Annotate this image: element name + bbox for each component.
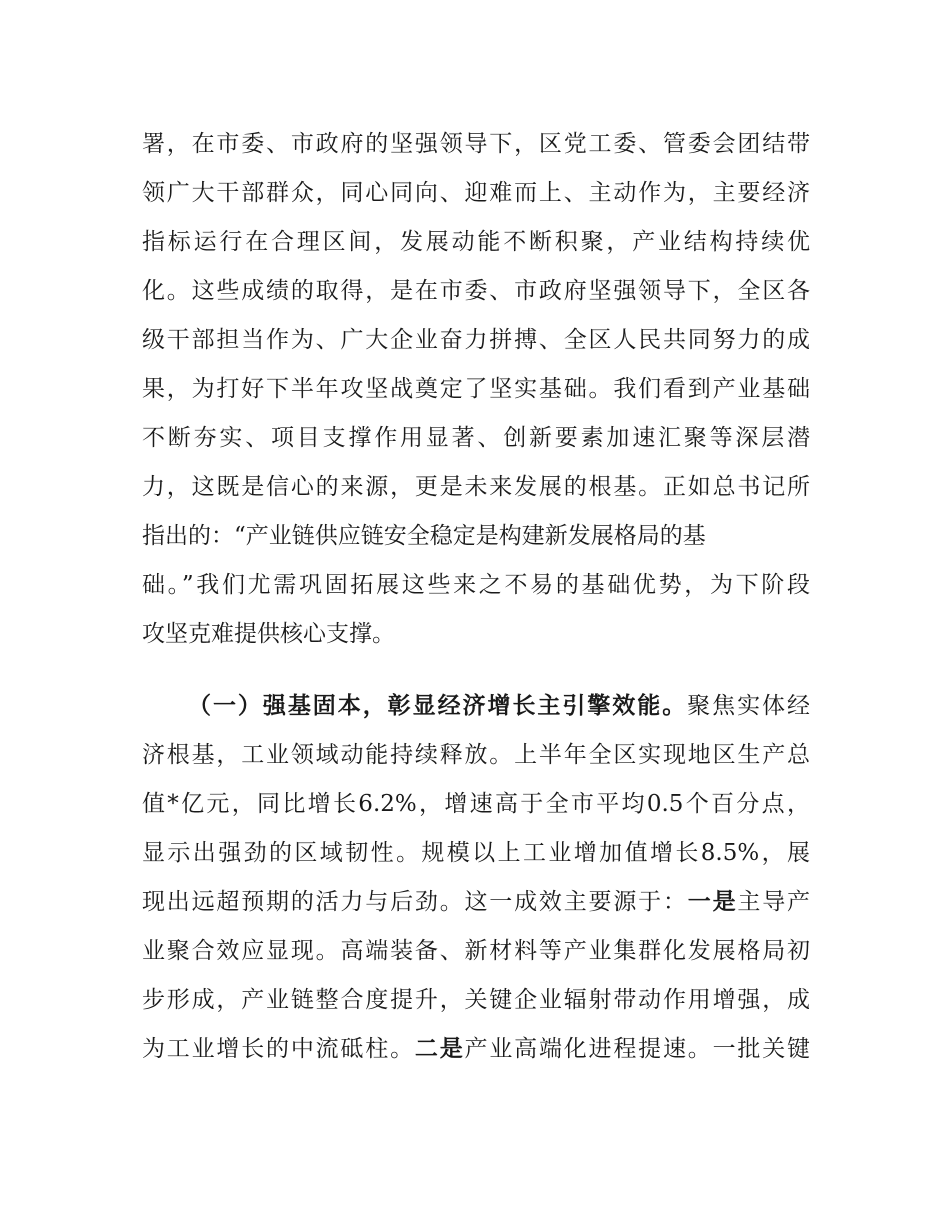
paragraph-line: 署，在市委、市政府的坚强领导下，区党工委、管委会团结带 [142,131,810,157]
point-label-two: 二是 [414,1036,465,1062]
paragraph-line: 指出的：“产业链供应链安全稳定是构建新发展格局的基 [142,523,706,549]
paragraph-line: 力，这既是信心的来源，更是未来发展的根基。正如总书记所 [142,474,810,500]
section-heading-line [188,686,810,726]
paragraph-line: 级干部担当作为、广大企业奋力拼搏、全区人民共同努力的成 [142,327,810,353]
paragraph-line: 化。这些成绩的取得，是在市委、市政府坚强领导下，全区各 [142,278,810,304]
paragraph-line: 领广大干部群众，同心同向、迎难而上、主动作为，主要经济 [142,180,810,206]
paragraph-line: 指标运行在合理区间，发展动能不断积聚，产业结构持续优 [142,229,810,255]
paragraph-line: 业聚合效应显现。高端装备、新材料等产业集群化发展格局初 [142,938,810,964]
paragraph-line: 不断夯实、项目支撑作用显著、创新要素加速汇聚等深层潜 [142,425,810,451]
paragraph-line: 步形成，产业链整合度提升，关键企业辐射带动作用增强，成 [142,987,810,1013]
paragraph-line [142,882,810,922]
point-intro: 现出远超预期的活力与后劲。这一成效主要源于： [142,889,688,915]
paragraph-line [142,1029,810,1069]
paragraph-line: 础。”我们尤需巩固拓展这些来之不易的基础优势，为下阶段 [142,572,810,598]
paragraph-line: 值*亿元，同比增长6.2%，增速高于全市平均0.5个百分点， [142,791,810,817]
paragraph-line: 显示出强劲的区域韧性。规模以上工业增加值增长8.5%，展 [142,840,810,866]
point-text: 产业高端化进程提速。一批关键 [464,1036,810,1062]
paragraph-line: 攻坚克难提供核心支撑。 [142,621,395,647]
section-heading: （一）强基固本，彰显经济增长主引擎效能。 [188,693,688,719]
paragraph-line: 果，为打好下半年攻坚战奠定了坚实基础。我们看到产业基础 [142,376,810,402]
section-heading-tail: 聚焦实体经 [687,693,810,719]
point-text: 主导产 [737,889,810,915]
paragraph-line: 济根基，工业领域动能持续释放。上半年全区实现地区生产总 [142,742,810,768]
point-intro: 为工业增长的中流砥柱。 [142,1036,415,1062]
point-label-one: 一是 [687,889,738,915]
